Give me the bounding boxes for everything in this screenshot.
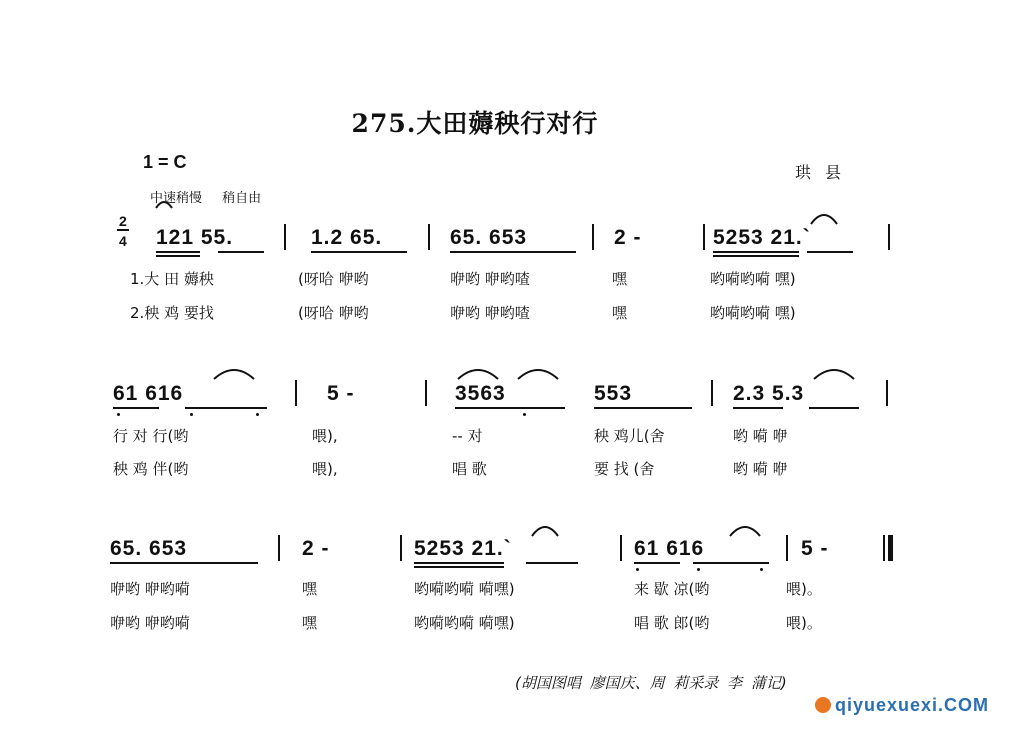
slur [728, 520, 762, 538]
lyric: 行 对 行(哟 [113, 427, 189, 445]
bar-line [278, 535, 280, 561]
lyric: (呀哈 咿哟 [298, 270, 369, 288]
lyric: 哟嗬哟嗬 嘿) [710, 270, 796, 288]
lyric: 嘿 [302, 614, 318, 632]
beam [526, 562, 578, 564]
time-sig-top: 2 [119, 213, 127, 229]
lyric: 唱 歌 郎(哟 [634, 614, 710, 632]
low-octave-dot [523, 413, 526, 416]
page-title: 275.大田薅秧行对行 [351, 109, 599, 138]
lyric: 来 歇 凉(哟 [634, 580, 710, 598]
lyric: 嘿 [612, 270, 628, 288]
lyric: 秧 鸡 伴(哟 [113, 460, 189, 478]
key-signature: 1 = C [143, 152, 187, 172]
measure-notes: 5 - [327, 382, 355, 405]
measure-notes: 61 616 [113, 382, 184, 405]
beam [414, 562, 504, 564]
beam [156, 251, 200, 253]
low-octave-dot [760, 568, 763, 571]
beam [110, 562, 258, 564]
beam [809, 407, 859, 409]
tempo-marking: 中速稍慢 稍自由 [150, 191, 262, 206]
lyric: 1.大 田 薅秧 [130, 270, 214, 288]
low-octave-dot [697, 568, 700, 571]
slur [456, 363, 500, 381]
lyric: 喂)。 [786, 614, 822, 632]
lyric: 喂)。 [786, 580, 822, 598]
slur [516, 363, 560, 381]
time-sig-bottom: 4 [119, 233, 127, 249]
bar-line [400, 535, 402, 561]
lyric: 咿哟 咿哟嗬 [110, 580, 190, 598]
bar-line [592, 224, 594, 250]
bar-line [620, 535, 622, 561]
lyric: 唱 歌 [452, 460, 487, 478]
slur [154, 196, 174, 210]
low-octave-dot [190, 413, 193, 416]
bar-line [888, 224, 890, 250]
lyric: 咿哟 咿哟喳 [450, 304, 530, 322]
beam [156, 255, 200, 257]
measure-notes: 5253 21.` [713, 226, 811, 249]
lyric: 嘿 [302, 580, 318, 598]
bar-line [295, 380, 297, 406]
bar-line [703, 224, 705, 250]
measure-notes: 65. 653 [110, 537, 188, 560]
lyric: 哟 嗬 咿 [733, 427, 788, 445]
beam [113, 407, 159, 409]
bar-line [284, 224, 286, 250]
slur [809, 208, 839, 226]
measure-notes: 61 616 [634, 537, 705, 560]
lyric: 嘿 [612, 304, 628, 322]
measure-notes: 2 - [614, 226, 642, 249]
measure-notes: 1.2 65. [311, 226, 383, 249]
slur [530, 520, 560, 538]
lyric: (呀哈 咿哟 [298, 304, 369, 322]
measure-notes: 5253 21.` [414, 537, 512, 560]
lyric: 喂), [312, 460, 338, 478]
beam [455, 407, 565, 409]
lyric: 哟 嗬 咿 [733, 460, 788, 478]
lyric: 要 找 (舍 [594, 460, 655, 478]
time-sig-line [117, 229, 129, 231]
measure-notes: 3563 [455, 382, 506, 405]
lyric: 咿哟 咿哟喳 [450, 270, 530, 288]
slur [812, 363, 856, 381]
lyric: 咿哟 咿哟嗬 [110, 614, 190, 632]
low-octave-dot [256, 413, 259, 416]
bar-line [786, 535, 788, 561]
beam [713, 251, 799, 253]
watermark-logo-icon [815, 697, 831, 713]
beam [807, 251, 853, 253]
watermark-text: qiyuexuexi.COM [835, 695, 990, 715]
lyric: -- 对 [452, 427, 483, 445]
measure-notes: 65. 653 [450, 226, 528, 249]
lyric: 哟嗬哟嗬 嘿) [710, 304, 796, 322]
bar-line [425, 380, 427, 406]
measure-notes: 5 - [801, 537, 829, 560]
bar-line [886, 380, 888, 406]
beam [634, 562, 680, 564]
beam [693, 562, 769, 564]
beam [594, 407, 692, 409]
lyric: 2.秧 鸡 要找 [130, 304, 214, 322]
measure-notes: 121 55. [156, 226, 234, 249]
credit-line: (胡国图唱 廖国庆、周 莉采录 李 蒲记) [515, 674, 787, 692]
final-bar-thin [883, 535, 885, 561]
measure-notes: 2.3 5.3 [733, 382, 805, 405]
lyric: 哟嗬哟嗬 嗬嘿) [414, 614, 515, 632]
beam [733, 407, 783, 409]
final-bar-thick [888, 535, 893, 561]
lyric: 喂), [312, 427, 338, 445]
beam [414, 566, 504, 568]
low-octave-dot [117, 413, 120, 416]
beam [713, 255, 799, 257]
slur [212, 363, 256, 381]
lyric: 哟嗬哟嗬 嗬嘿) [414, 580, 515, 598]
beam [218, 251, 264, 253]
beam [311, 251, 407, 253]
bar-line [428, 224, 430, 250]
beam [185, 407, 267, 409]
measure-notes: 553 [594, 382, 633, 405]
low-octave-dot [636, 568, 639, 571]
bar-line [711, 380, 713, 406]
measure-notes: 2 - [302, 537, 330, 560]
region-label: 珙县 [795, 163, 856, 182]
lyric: 秧 鸡儿(舍 [594, 427, 665, 445]
beam [450, 251, 576, 253]
